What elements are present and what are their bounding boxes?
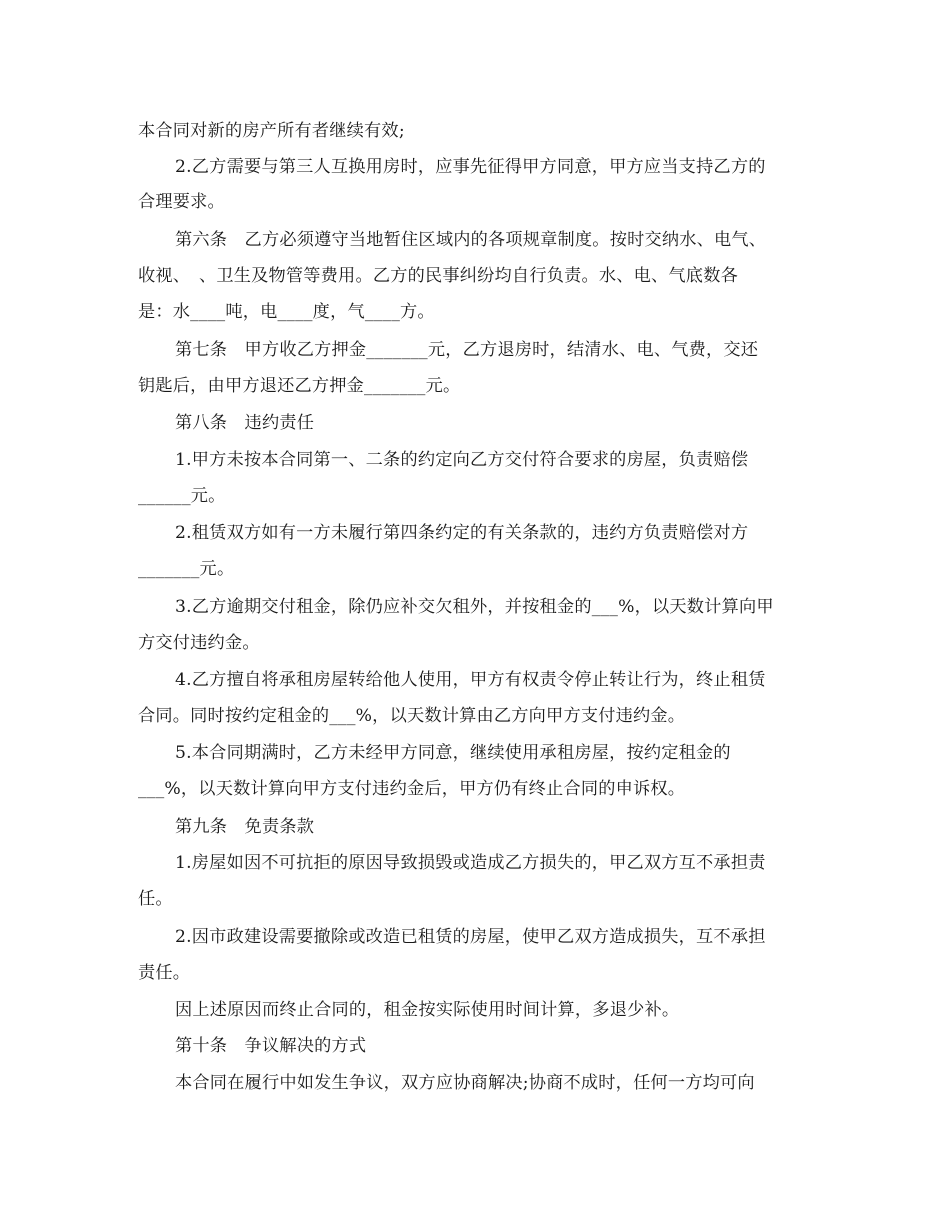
article-9-item-1-line-1: 1.房屋如因不可抗拒的原因导致损毁或造成乙方损失的，甲乙双方互不承担责 <box>175 853 766 873</box>
article-9-note: 因上述原因而终止合同的，租金按实际使用时间计算，多退少补。 <box>175 1000 680 1020</box>
article-7-line-1: 第七条 甲方收乙方押金_______元，乙方退房时，结清水、电、气费，交还 <box>175 340 759 360</box>
article-8-item-3-line-2: 方交付违约金。 <box>138 633 260 653</box>
article-8-item-1-line-1: 1.甲方未按本合同第一、二条的约定向乙方交付符合要求的房屋，负责赔偿 <box>175 450 749 470</box>
article-6-line-3: 是：水____吨，电____度，气____方。 <box>138 302 435 322</box>
article-9-item-2-line-1: 2.因市政建设需要撤除或改造已租赁的房屋，使甲乙双方造成损失，互不承担 <box>175 927 766 947</box>
clause-5-item-2-line-1: 2.乙方需要与第三人互换用房时，应事先征得甲方同意，甲方应当支持乙方的 <box>175 157 766 177</box>
article-9-heading: 第九条 免责条款 <box>175 817 315 837</box>
article-10-heading: 第十条 争议解决的方式 <box>175 1036 367 1056</box>
article-8-item-5-line-1: 5.本合同期满时，乙方未经甲方同意，继续使用承租房屋，按约定租金的 <box>175 743 731 763</box>
article-6-line-1: 第六条 乙方必须遵守当地暂住区域内的各项规章制度。按时交纳水、电气、 <box>175 230 767 250</box>
article-8-heading: 第八条 违约责任 <box>175 413 315 433</box>
article-7-line-2: 钥匙后，由甲方退还乙方押金_______元。 <box>138 376 461 396</box>
article-6-line-2: 收视、 、卫生及物管等费用。乙方的民事纠纷均自行负责。水、电、气底数各 <box>138 266 738 286</box>
article-8-item-1-line-2: ______元。 <box>138 486 226 506</box>
article-8-item-4-line-1: 4.乙方擅自将承租房屋转给他人使用，甲方有权责令停止转让行为，终止租赁 <box>175 670 766 690</box>
text-line: 本合同对新的房产所有者继续有效; <box>138 121 405 141</box>
article-10-line-1: 本合同在履行中如发生争议，双方应协商解决;协商不成时，任何一方均可向 <box>175 1073 755 1093</box>
article-9-item-1-line-2: 任。 <box>138 889 173 909</box>
article-9-item-2-line-2: 责任。 <box>138 963 191 983</box>
clause-5-item-2-line-2: 合理要求。 <box>138 192 225 212</box>
article-8-item-2-line-1: 2.租赁双方如有一方未履行第四条约定的有关条款的，违约方负责赔偿对方 <box>175 523 749 543</box>
article-8-item-2-line-2: _______元。 <box>138 559 235 579</box>
article-8-item-5-line-2: ___%，以天数计算向甲方支付违约金后，甲方仍有终止合同的申诉权。 <box>138 779 686 799</box>
article-8-item-3-line-1: 3.乙方逾期交付租金，除仍应补交欠租外，并按租金的___%，以天数计算向甲 <box>175 597 774 617</box>
article-8-item-4-line-2: 合同。同时按约定租金的___%，以天数计算由乙方向甲方支付违约金。 <box>138 706 686 726</box>
